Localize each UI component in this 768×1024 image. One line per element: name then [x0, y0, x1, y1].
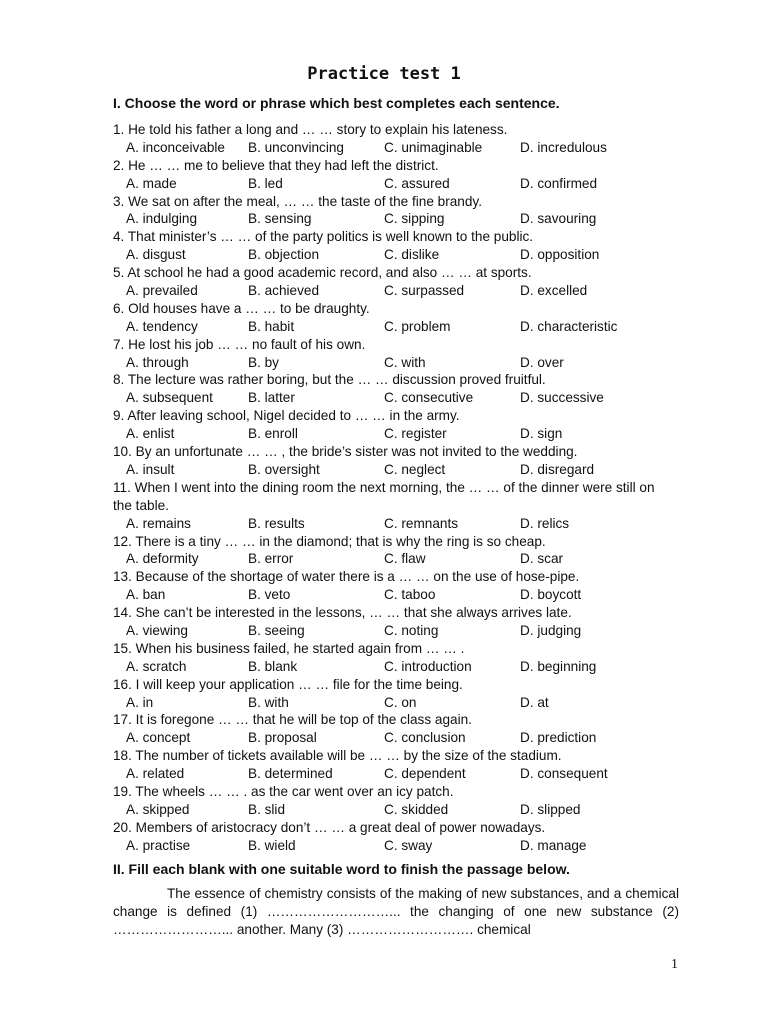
answer-option: B. wield [248, 837, 296, 853]
answer-option: B. led [248, 175, 283, 191]
answer-option: A. insult [126, 461, 175, 477]
question-item [113, 533, 673, 569]
answer-options [113, 139, 673, 157]
passage [113, 885, 679, 939]
answer-options [113, 389, 673, 407]
answer-option: C. problem [384, 318, 451, 334]
question-item [113, 407, 673, 443]
question-item [113, 479, 673, 533]
answer-option: C. neglect [384, 461, 446, 477]
answer-option: C. consecutive [384, 390, 474, 406]
answer-option: B. blank [248, 658, 298, 674]
question-item [113, 300, 673, 336]
question-stem: 17. It is foregone … … that he will be top of the class again. [113, 712, 472, 728]
question-stem: 7. He lost his job … … no fault of his own. [113, 336, 366, 352]
question-stem: 18. The number of tickets available will be … … by the size of the stadium. [113, 748, 562, 764]
question-stem: 2. He … … me to believe that they had left the district. [113, 157, 439, 173]
answer-options [113, 210, 673, 228]
answer-option: B. habit [248, 318, 295, 334]
answer-option: A. enlist [126, 426, 175, 442]
answer-option: A. viewing [126, 622, 188, 638]
answer-option: A. skipped [126, 801, 190, 817]
answer-option: B. objection [248, 247, 320, 263]
answer-option: A. tendency [126, 318, 198, 334]
answer-options [113, 246, 673, 264]
question-item [113, 193, 673, 229]
answer-option: B. sensing [248, 211, 312, 227]
answer-option: B. veto [248, 587, 291, 603]
question-stem: 15. When his business failed, he started again from … … . [113, 640, 465, 656]
passage-text: The essence of chemistry consists of the making of new substances, and a chemical change is defined (1) ………………………... the changing of one new substance (2) ……………………... another. Many (3) ………………………. chemical [113, 886, 679, 937]
question-item [113, 711, 673, 747]
answer-options [113, 694, 673, 712]
question-item [113, 228, 673, 264]
answer-option: B. seeing [248, 622, 305, 638]
answer-option: D. over [520, 354, 564, 370]
answer-option: A. in [126, 694, 154, 710]
answer-option: D. savouring [520, 211, 597, 227]
question-stem: 19. The wheels … … . as the car went over an icy patch. [113, 783, 454, 799]
question-item [113, 336, 673, 372]
answer-options [113, 765, 673, 783]
answer-option: D. relics [520, 515, 570, 531]
answer-option: C. unimaginable [384, 139, 483, 155]
answer-options [113, 837, 673, 855]
answer-options [113, 658, 673, 676]
answer-option: C. flaw [384, 551, 426, 567]
question-item [113, 640, 673, 676]
answer-option: B. error [248, 551, 294, 567]
question-item [113, 157, 673, 193]
answer-option: C. taboo [384, 587, 436, 603]
question-item [113, 264, 673, 300]
answer-option: B. slid [248, 801, 286, 817]
answer-option: C. assured [384, 175, 450, 191]
section-2-heading: II. Fill each blank with one suitable word to finish the passage below. [113, 861, 570, 877]
question-item [113, 443, 673, 479]
question-item [113, 783, 673, 819]
question-stem: 14. She can’t be interested in the lessons, … … that she always arrives late. [113, 605, 572, 621]
answer-option: C. introduction [384, 658, 472, 674]
answer-options [113, 622, 673, 640]
question-stem: 11. When I went into the dining room the next morning, the … … of the dinner were still on the table. [113, 479, 655, 513]
answer-option: D. slipped [520, 801, 581, 817]
answer-option: A. remains [126, 515, 191, 531]
question-stem: 5. At school he had a good academic record, and also … … at sports. [113, 265, 532, 281]
question-stem: 12. There is a tiny … … in the diamond; that is why the ring is so cheap. [113, 533, 546, 549]
answer-option: D. confirmed [520, 175, 598, 191]
answer-option: C. surpassed [384, 283, 465, 299]
answer-options [113, 586, 673, 604]
answer-option: C. with [384, 354, 426, 370]
question-item [113, 568, 673, 604]
question-stem: 20. Members of aristocracy don’t … … a great deal of power nowadays. [113, 819, 546, 835]
answer-option: A. practise [126, 837, 191, 853]
answer-option: D. opposition [520, 247, 600, 263]
answer-option: D. characteristic [520, 318, 618, 334]
answer-options [113, 550, 673, 568]
answer-option: C. noting [384, 622, 439, 638]
question-item [113, 604, 673, 640]
answer-option: D. sign [520, 426, 563, 442]
answer-option: A. indulging [126, 211, 198, 227]
answer-options [113, 515, 673, 533]
answer-option: A. inconceivable [126, 139, 225, 155]
answer-option: D. at [520, 694, 549, 710]
answer-option: D. beginning [520, 658, 597, 674]
question-stem: 16. I will keep your application … … file for the time being. [113, 676, 463, 692]
answer-option: D. successive [520, 390, 604, 406]
question-stem: 6. Old houses have a … … to be draughty. [113, 300, 370, 316]
answer-option: A. concept [126, 730, 191, 746]
answer-option: B. results [248, 515, 305, 531]
answer-option: D. incredulous [520, 139, 607, 155]
answer-option: C. register [384, 426, 447, 442]
answer-option: C. dependent [384, 766, 466, 782]
answer-option: C. conclusion [384, 730, 466, 746]
answer-options [113, 354, 673, 372]
question-stem: 13. Because of the shortage of water there is a … … on the use of hose-pipe. [113, 569, 580, 585]
page-title: Practice test 1 [307, 64, 461, 84]
answer-option: C. sipping [384, 211, 445, 227]
question-item [113, 676, 673, 712]
answer-options [113, 425, 673, 443]
answer-option: A. scratch [126, 658, 187, 674]
answer-option: C. dislike [384, 247, 440, 263]
answer-options [113, 729, 673, 747]
answer-option: D. excelled [520, 283, 588, 299]
answer-option: D. scar [520, 551, 564, 567]
answer-option: D. manage [520, 837, 587, 853]
answer-option: B. by [248, 354, 279, 370]
answer-option: B. determined [248, 766, 333, 782]
answer-option: B. enroll [248, 426, 298, 442]
answer-option: A. disgust [126, 247, 186, 263]
answer-option: C. on [384, 694, 417, 710]
answer-option: B. achieved [248, 283, 320, 299]
question-stem: 1. He told his father a long and … … story to explain his lateness. [113, 122, 508, 137]
question-item [113, 121, 673, 157]
question-stem: 8. The lecture was rather boring, but the … … discussion proved fruitful. [113, 372, 546, 388]
answer-option: A. prevailed [126, 283, 198, 299]
answer-option: A. subsequent [126, 390, 213, 406]
answer-option: A. made [126, 175, 177, 191]
answer-option: B. with [248, 694, 289, 710]
answer-options [113, 318, 673, 336]
answer-options [113, 461, 673, 479]
page-number: 1 [671, 957, 678, 972]
question-stem: 4. That minister’s … … of the party politics is well known to the public. [113, 229, 534, 245]
answer-option: A. deformity [126, 551, 199, 567]
answer-option: C. sway [384, 837, 433, 853]
answer-option: D. prediction [520, 730, 597, 746]
answer-option: A. through [126, 354, 189, 370]
question-item [113, 819, 673, 855]
question-stem: 3. We sat on after the meal, … … the taste of the fine brandy. [113, 193, 482, 209]
answer-option: B. unconvincing [248, 139, 344, 155]
answer-option: A. related [126, 766, 185, 782]
answer-option: D. consequent [520, 766, 608, 782]
answer-options [113, 282, 673, 300]
answer-option: C. remnants [384, 515, 459, 531]
answer-option: B. proposal [248, 730, 317, 746]
answer-option: D. judging [520, 622, 582, 638]
answer-options [113, 175, 673, 193]
question-list [113, 121, 673, 855]
question-item [113, 371, 673, 407]
question-stem: 10. By an unfortunate … … , the bride’s sister was not invited to the wedding. [113, 444, 578, 460]
answer-option: C. skidded [384, 801, 449, 817]
answer-options [113, 801, 673, 819]
question-item [113, 747, 673, 783]
question-stem: 9. After leaving school, Nigel decided to … … in the army. [113, 408, 460, 424]
answer-option: B. oversight [248, 461, 320, 477]
answer-option: D. disregard [520, 461, 595, 477]
answer-option: A. ban [126, 587, 166, 603]
answer-option: D. boycott [520, 587, 582, 603]
section-1-heading: I. Choose the word or phrase which best completes each sentence. [113, 95, 560, 111]
answer-option: B. latter [248, 390, 295, 406]
